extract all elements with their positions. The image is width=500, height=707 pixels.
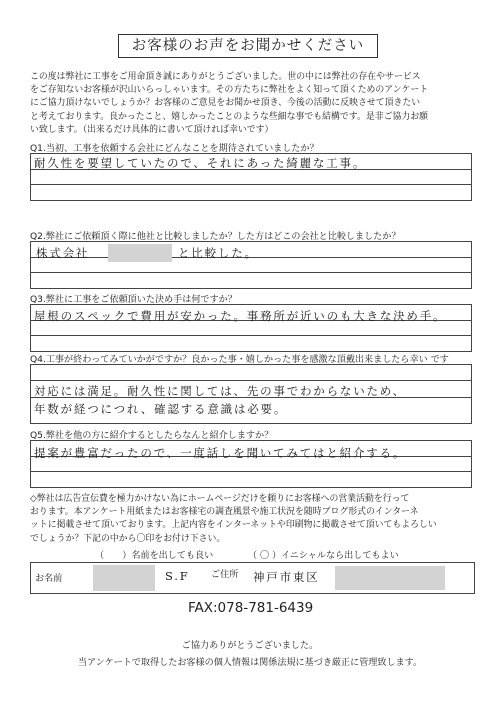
fax-number: FAX:078-781-6439 [188, 600, 314, 616]
page-title: お客様のお声をお聞かせください [118, 34, 378, 58]
handwritten-answer: 提案が豊富だったので、一度話しを聞いてみてはと紹介する。 [34, 446, 407, 460]
question-5-answer-area[interactable] [30, 440, 472, 488]
handwritten-answer-company: 株式会社 [36, 246, 90, 260]
intro-paragraph [30, 71, 470, 137]
notice-line: おります。本アンケート用紙またはお客様宅の調査風景や施工状況を随時ブログ形式のインターネ [30, 507, 419, 518]
answer-line [30, 272, 472, 273]
question-4-label: Q4.工事が終わってみていかがですか？良かった事・嬉しかった事を感激な頂戴出来ましたら幸い です [30, 355, 449, 365]
intro-line: と考えております。良かったこと、嬉しかったことのような些細な事でも結構です。是非ご協力お願 [30, 111, 428, 122]
handwritten-answer: 耐久性を要望していたので、それにあった綺麗な工事。 [34, 156, 367, 170]
handwritten-answer-compared: と比較した。 [178, 246, 258, 260]
question-3-answer-area[interactable] [30, 304, 472, 352]
option-initials-ok[interactable]: （ 〇 ）イニシャルなら出してもよい [248, 551, 399, 561]
answer-line [30, 471, 472, 472]
question-5-label: Q5.弊社を他の方に紹介するとしたらなんと紹介しますか？ [30, 431, 274, 441]
name-label: お名前 [35, 574, 63, 584]
question-1-label: Q1.当初、工事を依頼する会社にどんなことを期待されていましたか？ [30, 144, 319, 154]
handwritten-answer: 屋根のスペックで費用が安かった。事務所が近いのも大きな決め手。 [34, 309, 447, 323]
answer-line [30, 184, 472, 185]
notice-line: ットに掲載させて頂いております。上記内容をインターネットや印刷物に掲載させて頂いてもよろしい [30, 520, 437, 531]
intro-line: をご存知ないお客様が沢山いらっしゃいます。その方たちに弊社をよく知って頂くためのアンケート [30, 85, 429, 96]
notice-line: ◇弊社は広告宣伝費を極力かけない為にホームページだけを頼りにお客様への営業活動を行って [30, 494, 410, 504]
question-1-answer-area[interactable] [30, 153, 472, 201]
intro-line: い致します。（出来るだけ具体的に書いて頂ければ幸いです） [30, 124, 274, 135]
handwritten-answer: 対応には満足。耐久性に関しては、先の事でわからないため、 [34, 384, 406, 398]
redacted-company-name [108, 244, 172, 262]
question-4-answer-area[interactable] [30, 364, 472, 424]
answer-line [30, 380, 472, 381]
name-address-box [30, 562, 475, 594]
intro-line: にご協力頂けないでしょうか？お客様のご意見をお聞かせ頂き、今後の活動に反映させて頂きたい [30, 98, 421, 109]
intro-line: この度は弊社に工事をご用命頂き誠にありがとうございました。世の中には弊社の存在やサービス [30, 72, 421, 82]
answer-line [30, 335, 472, 336]
redacted-address [335, 566, 445, 590]
question-2-answer-area[interactable] [30, 241, 472, 289]
question-2-label: Q2.弊社にご依頼頂く際に他社と比較しましたか？した方はどこの会社と比較しましたか？ [30, 232, 401, 242]
thanks-message: ご協力ありがとうございました。 [181, 641, 319, 651]
publication-notice [30, 493, 480, 546]
notice-line: でしょうか？下記の中から〇印をお付け下さい。 [30, 533, 226, 544]
address-label: ご住所 [211, 570, 239, 580]
option-name-ok[interactable]: （ ）名前を出しても良い [95, 551, 214, 561]
question-3-label: Q3.弊社に工事をご依頼頂いた決め手は何ですか？ [30, 295, 237, 305]
redacted-name [93, 565, 155, 591]
handwritten-name: S.F [165, 569, 190, 583]
handwritten-answer: 年数が経つにつれ、確認する意識は必要。 [34, 402, 288, 416]
handwritten-address: 神戸市東区 [253, 570, 320, 584]
privacy-statement: 当アンケートで取得したお客様の個人情報は関係法規に基づき厳正に管理致します。 [77, 658, 423, 668]
